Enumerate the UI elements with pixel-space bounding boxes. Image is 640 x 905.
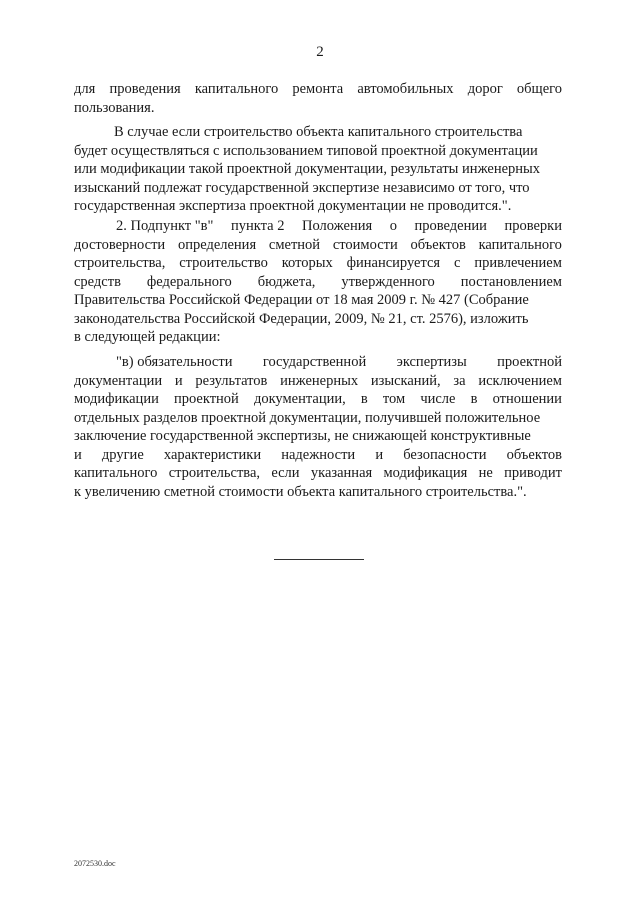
text-line — [116, 217, 562, 235]
word: общего — [516, 81, 562, 97]
word: дорог — [467, 81, 503, 97]
word: для — [74, 81, 96, 97]
word: безопасности — [403, 446, 487, 463]
text-line — [74, 273, 562, 291]
word: результатов — [195, 372, 268, 389]
word: документации — [74, 372, 163, 389]
word: характеристики — [163, 446, 262, 463]
word: капитального — [74, 465, 158, 481]
word: другие — [101, 446, 144, 463]
text-line — [74, 236, 562, 254]
text-line: законодательства Российской Федерации, 2009, № 21, ст. 2576), изложить — [74, 310, 529, 327]
word: изысканий, — [370, 372, 441, 389]
word: сметной — [268, 236, 321, 253]
text-line — [74, 464, 562, 482]
word: 2. Подпункт "в" — [116, 218, 214, 234]
word: федерального — [146, 273, 232, 290]
word: строительства, — [168, 465, 261, 481]
word: объектов — [506, 446, 562, 463]
word: с — [454, 255, 461, 271]
word: государственной — [262, 354, 367, 370]
text-line: заключение государственной экспертизы, не снижающей конструктивные — [74, 428, 531, 444]
word: которых — [281, 255, 333, 271]
text-line: отдельных разделов проектной документации, получившей положительное — [74, 409, 541, 426]
word: том — [382, 391, 406, 407]
word: проведения — [109, 81, 181, 97]
text-line: или модификации такой проектной документации, результаты инженерных — [74, 161, 541, 177]
separator-line — [274, 559, 364, 560]
text-line: В случае если строительство объекта капитального строительства — [114, 124, 523, 140]
word: и — [375, 446, 384, 463]
word: финансируется — [346, 255, 441, 271]
word: ремонта — [292, 81, 344, 97]
text-line: государственная экспертиза проектной документации не проводится.". — [74, 198, 512, 214]
word: строительства, — [74, 255, 166, 271]
word: проведении — [414, 218, 487, 234]
text-line — [74, 390, 562, 408]
word: автомобильных — [357, 81, 454, 97]
text-line: изысканий подлежат государственной экспертизе независимо от того, что — [74, 179, 530, 196]
word: утвержденного — [341, 273, 435, 290]
word: в — [360, 391, 368, 407]
word: модификации — [74, 391, 159, 407]
word: в — [470, 391, 478, 407]
text-line — [74, 80, 562, 98]
word: надежности — [281, 446, 356, 463]
word: определения — [177, 236, 257, 253]
word: стоимости — [332, 236, 398, 253]
word: проверки — [504, 218, 562, 234]
word: капитального — [194, 81, 279, 97]
text-line: в следующей редакции: — [74, 329, 221, 345]
word: отношении — [492, 391, 562, 407]
word: средств — [74, 273, 121, 290]
word: проектной — [497, 354, 562, 370]
text-line — [74, 254, 562, 272]
page-number: 2 — [316, 44, 324, 60]
word: не — [478, 465, 493, 481]
text-line: Правительства Российской Федерации от 18 мая 2009 г. № 427 (Собрание — [74, 292, 529, 308]
word: приводит — [504, 465, 562, 481]
word: числе — [420, 391, 456, 407]
text-line — [116, 353, 562, 371]
word: экспертизы — [396, 354, 467, 370]
word: достоверности — [74, 236, 166, 253]
word: и — [174, 372, 183, 389]
text-line: к увеличению сметной стоимости объекта капитального строительства.". — [74, 483, 527, 500]
word: объектов — [410, 236, 466, 253]
word: проектной — [173, 391, 239, 407]
word: привлечением — [474, 255, 562, 271]
word: модификация — [383, 465, 468, 481]
word: капитального — [478, 236, 562, 253]
word: строительство — [179, 255, 268, 271]
document-code: 2072530.doc — [74, 859, 116, 868]
text-line — [74, 372, 562, 390]
word: о — [389, 218, 397, 234]
word: пункта 2 — [231, 218, 285, 234]
word: "в) обязательности — [116, 354, 233, 370]
text-line — [74, 446, 562, 464]
word: и — [74, 446, 82, 463]
word: постановлением — [460, 273, 562, 290]
word: указанная — [310, 465, 373, 481]
word: Положения — [302, 218, 373, 234]
text-line: пользования. — [74, 99, 155, 116]
word: документации, — [253, 391, 346, 407]
word: бюджета, — [257, 273, 316, 290]
word: если — [271, 465, 300, 481]
text-line: будет осуществляться с использованием типовой проектной документации — [74, 142, 538, 159]
word: за — [453, 372, 466, 389]
word: исключением — [478, 372, 562, 389]
word: инженерных — [280, 372, 359, 389]
